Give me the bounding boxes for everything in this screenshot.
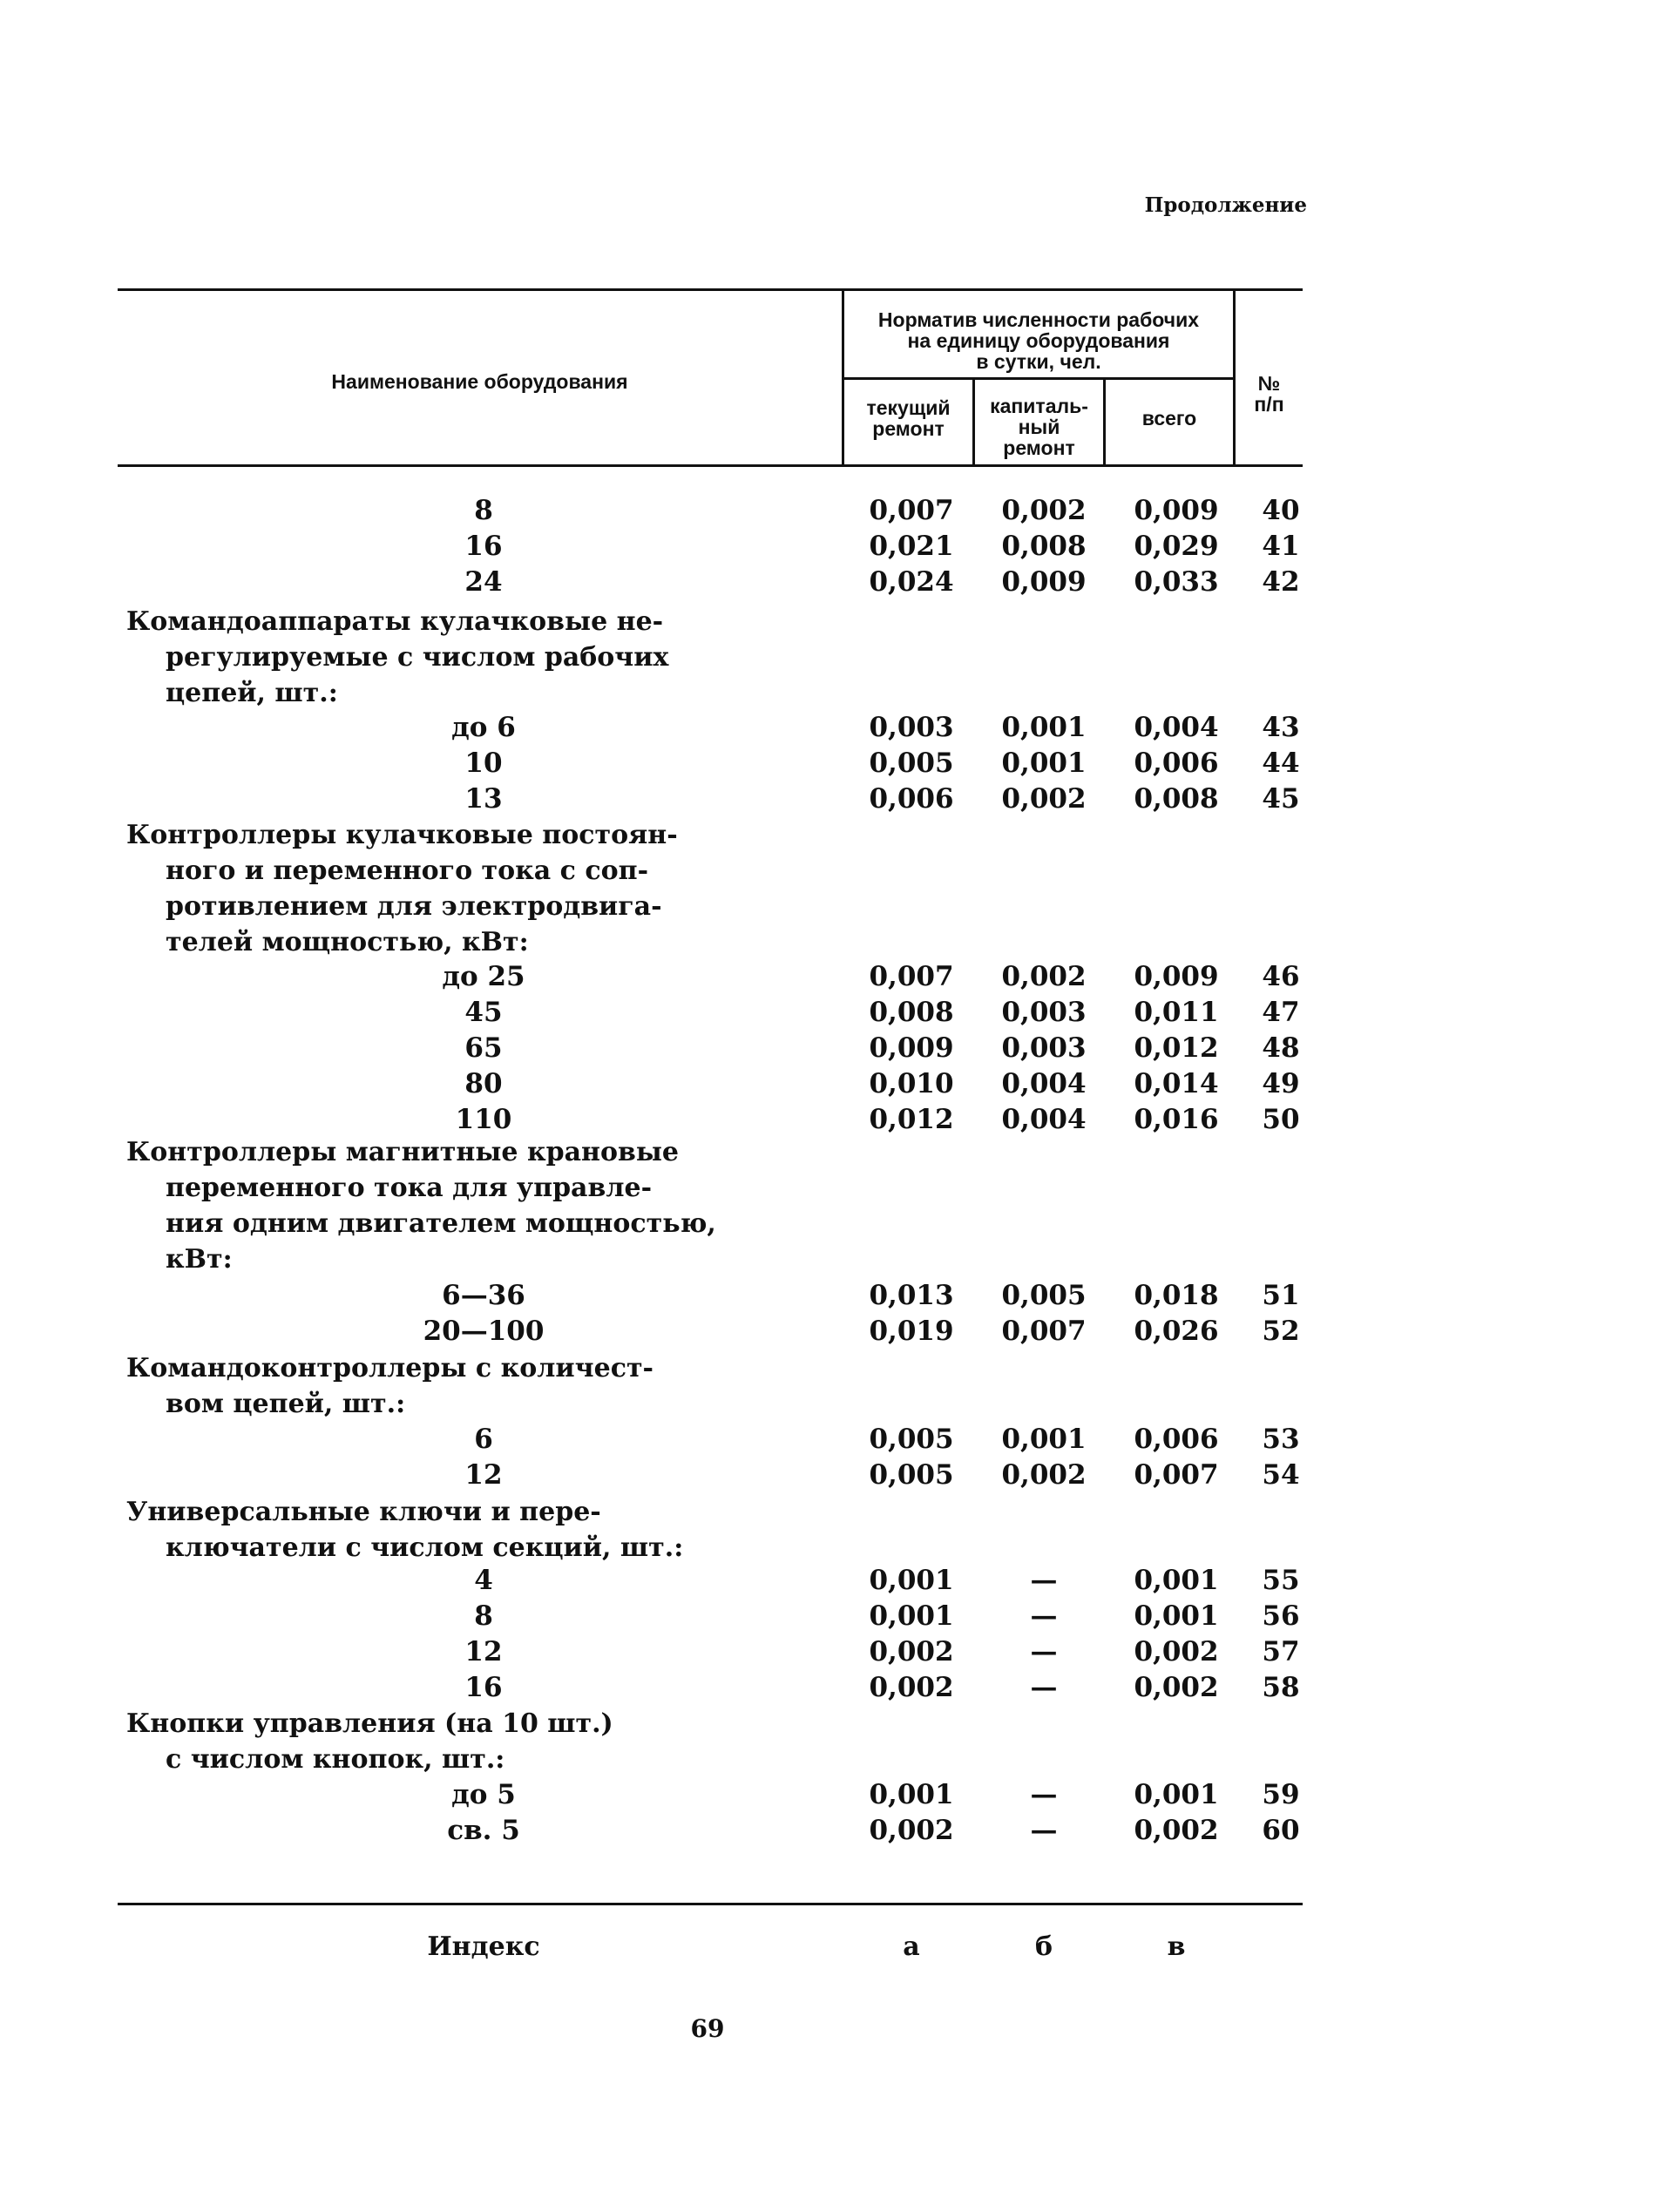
- row-number: 50: [1262, 1104, 1300, 1135]
- row-capital: 0,008: [1001, 531, 1087, 562]
- row-total: 0,004: [1134, 712, 1219, 743]
- table-top-rule: [118, 288, 1303, 291]
- row-name: 8: [474, 495, 493, 526]
- table-row: [0, 529, 1659, 565]
- row-number: 52: [1262, 1316, 1300, 1347]
- table-row: [0, 710, 1659, 746]
- row-name: 110: [455, 1104, 512, 1135]
- row-capital: —: [1030, 1636, 1058, 1667]
- row-name: св. 5: [447, 1815, 520, 1846]
- table-row: [0, 746, 1659, 781]
- row-name: 8: [474, 1600, 493, 1632]
- row-capital: 0,002: [1001, 783, 1087, 815]
- row-current: 0,002: [869, 1636, 954, 1667]
- row-current: 0,007: [869, 961, 954, 992]
- row-current: 0,009: [869, 1032, 954, 1064]
- section-command-apparatus: Командоаппараты кулачковые не- регулируемые с числом рабочих цепей, шт.:: [126, 606, 669, 708]
- page-number: 69: [690, 2014, 725, 2043]
- row-name: 45: [464, 997, 503, 1028]
- row-total: 0,006: [1134, 747, 1219, 779]
- table-bottom-rule: [118, 1903, 1303, 1905]
- row-number: 45: [1262, 783, 1300, 815]
- section-command-controllers: Командоконтроллеры с количест- вом цепей, шт.:: [126, 1353, 653, 1419]
- row-current: 0,012: [869, 1104, 954, 1135]
- table-row: [0, 565, 1659, 600]
- table-row: [0, 1634, 1659, 1670]
- row-name: 24: [464, 566, 503, 598]
- row-number: 53: [1262, 1424, 1300, 1455]
- continuation-label: Продолжение: [1144, 193, 1307, 217]
- row-current: 0,002: [869, 1672, 954, 1703]
- row-current: 0,005: [869, 747, 954, 779]
- row-capital: 0,001: [1001, 747, 1087, 779]
- row-number: 44: [1262, 747, 1300, 779]
- row-capital: 0,001: [1001, 712, 1087, 743]
- header-current-repair: текущий ремонт: [866, 396, 951, 440]
- table-row: [0, 1777, 1659, 1813]
- table-row: [0, 959, 1659, 995]
- row-current: 0,019: [869, 1316, 954, 1347]
- row-name: 6: [474, 1424, 493, 1455]
- row-number: 49: [1262, 1068, 1300, 1099]
- index-v: в: [1167, 1931, 1186, 1962]
- header-bottom-rule: [118, 464, 1303, 467]
- header-row-number: № п/п: [1254, 372, 1284, 416]
- row-total: 0,014: [1134, 1068, 1219, 1099]
- table-row: [0, 1066, 1659, 1102]
- row-total: 0,018: [1134, 1280, 1219, 1311]
- row-name: 12: [464, 1636, 503, 1667]
- row-total: 0,006: [1134, 1424, 1219, 1455]
- row-current: 0,008: [869, 997, 954, 1028]
- table-row: [0, 493, 1659, 529]
- row-number: 59: [1262, 1779, 1300, 1810]
- row-total: 0,009: [1134, 495, 1219, 526]
- row-name: до 5: [451, 1779, 516, 1810]
- table-row: [0, 1031, 1659, 1066]
- table-row: [0, 1563, 1659, 1599]
- table-row: [0, 1278, 1659, 1314]
- row-total: 0,002: [1134, 1815, 1219, 1846]
- header-capital-repair: капиталь- ный ремонт: [990, 395, 1088, 459]
- row-capital: —: [1030, 1815, 1058, 1846]
- row-total: 0,002: [1134, 1636, 1219, 1667]
- row-name: 16: [464, 1672, 503, 1703]
- row-total: 0,007: [1134, 1459, 1219, 1491]
- row-capital: 0,009: [1001, 566, 1087, 598]
- row-current: 0,001: [869, 1779, 954, 1810]
- index-b: б: [1034, 1931, 1053, 1962]
- row-current: 0,005: [869, 1424, 954, 1455]
- row-capital: 0,001: [1001, 1424, 1087, 1455]
- table-row: [0, 1599, 1659, 1634]
- row-number: 46: [1262, 961, 1300, 992]
- row-name: до 25: [442, 961, 525, 992]
- row-current: 0,001: [869, 1600, 954, 1632]
- row-current: 0,013: [869, 1280, 954, 1311]
- row-total: 0,026: [1134, 1316, 1219, 1347]
- row-number: 42: [1262, 566, 1300, 598]
- section-control-buttons: Кнопки управления (на 10 шт.) с числом кнопок, шт.:: [126, 1708, 613, 1775]
- row-total: 0,011: [1134, 997, 1219, 1028]
- group-header-rule: [842, 377, 1233, 380]
- row-capital: —: [1030, 1672, 1058, 1703]
- table-row: [0, 995, 1659, 1031]
- header-total: всего: [1141, 407, 1197, 430]
- row-capital: —: [1030, 1779, 1058, 1810]
- row-name: 65: [464, 1032, 503, 1064]
- row-name: 13: [464, 783, 503, 815]
- row-number: 47: [1262, 997, 1300, 1028]
- table-row: [0, 1314, 1659, 1350]
- row-capital: 0,003: [1001, 1032, 1087, 1064]
- row-total: 0,008: [1134, 783, 1219, 815]
- row-name: 4: [474, 1565, 493, 1596]
- index-a: а: [903, 1931, 920, 1962]
- row-current: 0,001: [869, 1565, 954, 1596]
- section-magnetic-controllers: Контроллеры магнитные крановые переменного тока для управле- ния одним двигателем мощностью, кВт:: [126, 1137, 716, 1275]
- row-current: 0,003: [869, 712, 954, 743]
- row-capital: 0,005: [1001, 1280, 1087, 1311]
- row-number: 40: [1262, 495, 1300, 526]
- row-number: 55: [1262, 1565, 1300, 1596]
- row-current: 0,007: [869, 495, 954, 526]
- row-capital: 0,003: [1001, 997, 1087, 1028]
- row-number: 54: [1262, 1459, 1300, 1491]
- table-row: [0, 1670, 1659, 1706]
- row-capital: —: [1030, 1565, 1058, 1596]
- row-current: 0,006: [869, 783, 954, 815]
- header-norm-group: Норматив численности рабочих на единицу оборудования в сутки, чел.: [877, 308, 1200, 373]
- row-name: до 6: [451, 712, 516, 743]
- row-capital: 0,007: [1001, 1316, 1087, 1347]
- table-row: [0, 1422, 1659, 1458]
- row-capital: 0,002: [1001, 961, 1087, 992]
- row-number: 43: [1262, 712, 1300, 743]
- row-total: 0,001: [1134, 1565, 1219, 1596]
- index-label: Индекс: [427, 1931, 540, 1962]
- row-number: 60: [1262, 1815, 1300, 1846]
- row-current: 0,005: [869, 1459, 954, 1491]
- row-name: 80: [464, 1068, 503, 1099]
- header-equipment-name: Наименование оборудования: [331, 370, 628, 393]
- row-current: 0,024: [869, 566, 954, 598]
- row-capital: 0,002: [1001, 1459, 1087, 1491]
- row-number: 58: [1262, 1672, 1300, 1703]
- row-name: 20—100: [423, 1316, 545, 1347]
- row-current: 0,021: [869, 531, 954, 562]
- section-cam-controllers: Контроллеры кулачковые постоян- ного и переменного тока с соп- ротивлением для электродвига- телей мощностью, кВт:: [126, 820, 678, 957]
- row-capital: 0,004: [1001, 1068, 1087, 1099]
- table-row: [0, 1813, 1659, 1849]
- row-capital: —: [1030, 1600, 1058, 1632]
- row-number: 48: [1262, 1032, 1300, 1064]
- row-number: 41: [1262, 531, 1300, 562]
- row-current: 0,010: [869, 1068, 954, 1099]
- row-number: 51: [1262, 1280, 1300, 1311]
- table-row: [0, 1458, 1659, 1493]
- row-total: 0,029: [1134, 531, 1219, 562]
- row-name: 16: [464, 531, 503, 562]
- table-row: [0, 781, 1659, 817]
- section-universal-switches: Универсальные ключи и пере- ключатели с числом секций, шт.:: [126, 1497, 684, 1563]
- row-capital: 0,002: [1001, 495, 1087, 526]
- row-number: 57: [1262, 1636, 1300, 1667]
- row-total: 0,016: [1134, 1104, 1219, 1135]
- row-total: 0,012: [1134, 1032, 1219, 1064]
- row-name: 12: [464, 1459, 503, 1491]
- row-name: 6—36: [442, 1280, 525, 1311]
- row-total: 0,009: [1134, 961, 1219, 992]
- table-row: [0, 1102, 1659, 1138]
- row-capital: 0,004: [1001, 1104, 1087, 1135]
- row-total: 0,002: [1134, 1672, 1219, 1703]
- row-total: 0,033: [1134, 566, 1219, 598]
- row-total: 0,001: [1134, 1600, 1219, 1632]
- row-name: 10: [464, 747, 503, 779]
- row-current: 0,002: [869, 1815, 954, 1846]
- row-total: 0,001: [1134, 1779, 1219, 1810]
- row-number: 56: [1262, 1600, 1300, 1632]
